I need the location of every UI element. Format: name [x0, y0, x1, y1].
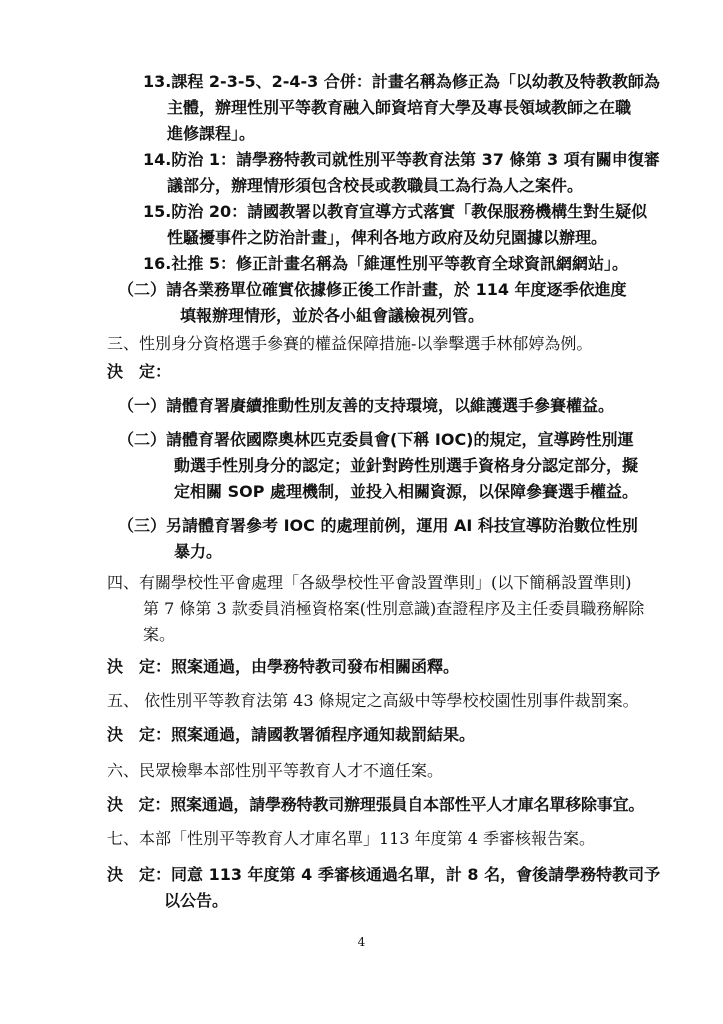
item-5-decision: 決 定：照案通過，請國教署循程序通知裁罰結果。 — [107, 725, 476, 744]
item-7-decision-line-2: 以公告。 — [164, 891, 229, 910]
item-13-line-3: 進修課程」。 — [167, 124, 256, 143]
item-4-line-3: 案。 — [143, 625, 176, 644]
item-3-decision-2-line-3: 定相關 SOP 處理機制，並投入相關資源，以保障參賽選手權益。 — [174, 482, 638, 501]
item-7-decision-line-1: 決 定：同意 113 年度第 4 季審核通過名單，計 8 名，會後請學務特教司予 — [107, 865, 661, 884]
item-6-decision: 決 定：照案通過，請學務特教司辦理張員自本部性平人才庫名單移除事宜。 — [107, 795, 645, 814]
item-3-decision-1: （一）請體育署賡續推動性別友善的支持環境，以維護選手參賽權益。 — [118, 396, 615, 415]
item-13-line-1: 13.課程 2-3-5、2-4-3 合併：計畫名稱為修正為「以幼教及特教教師為 — [143, 72, 660, 91]
item-4-line-1: 四、有關學校性平會處理「各級學校性平會設置準則」(以下簡稱設置準則) — [107, 573, 632, 592]
item-4-decision: 決 定：照案通過，由學務特教司發布相關函釋。 — [107, 657, 460, 676]
page-number: 4 — [357, 935, 366, 949]
item-16-line-1: 16.社推 5：修正計畫名稱為「維運性別平等教育全球資訊網網站」。 — [143, 254, 629, 273]
item-3-decision-3-line-2: 暴力。 — [174, 542, 223, 561]
item-7-heading: 七、本部「性別平等教育人才庫名單」113 年度第 4 季審核報告案。 — [107, 829, 595, 848]
item-5-heading: 五、 依性別平等教育法第 43 條規定之高級中等學校校園性別事件裁罰案。 — [107, 691, 639, 710]
item-15-line-1: 15.防治 20：請國教署以教育宣導方式落實「教保服務機構生對生疑似 — [143, 202, 648, 221]
item-3-heading: 三、性別身分資格選手參賽的權益保障措施-以拳擊選手林郁婷為例。 — [107, 334, 593, 353]
item-3-decision-3-line-1: （三）另請體育署參考 IOC 的處理前例，運用 AI 科技宣導防治數位性別 — [118, 516, 638, 535]
item-3-decision-label: 決 定： — [107, 362, 172, 381]
item-15-line-2: 性騷擾事件之防治計畫」，俾利各地方政府及幼兒園據以辦理。 — [167, 228, 608, 247]
sub-two-line-1: （二）請各業務單位確實依據修正後工作計畫，於 114 年度逐季依進度 — [118, 280, 627, 299]
item-4-line-2: 第 7 條第 3 款委員消極資格案(性別意識)查證程序及主任委員職務解除 — [143, 599, 645, 618]
item-14-line-1: 14.防治 1：請學務特教司就性別平等教育法第 37 條第 3 項有關申復審 — [143, 150, 660, 169]
sub-two-line-2: 填報辦理情形，並於各小組會議檢視列管。 — [180, 306, 485, 325]
item-3-decision-2-line-1: （二）請體育署依國際奧林匹克委員會(下稱 IOC)的規定，宣導跨性別運 — [118, 430, 634, 449]
item-14-line-2: 議部分，辦理情形須包含校長或教職員工為行為人之案件。 — [167, 176, 584, 195]
item-6-heading: 六、民眾檢舉本部性別平等教育人才不適任案。 — [107, 761, 444, 780]
item-3-decision-2-line-2: 動選手性別身分的認定；並針對跨性別選手資格身分認定部分，擬 — [174, 456, 639, 475]
item-13-line-2: 主體，辦理性別平等教育融入師資培育大學及專長領域教師之在職 — [167, 98, 632, 117]
